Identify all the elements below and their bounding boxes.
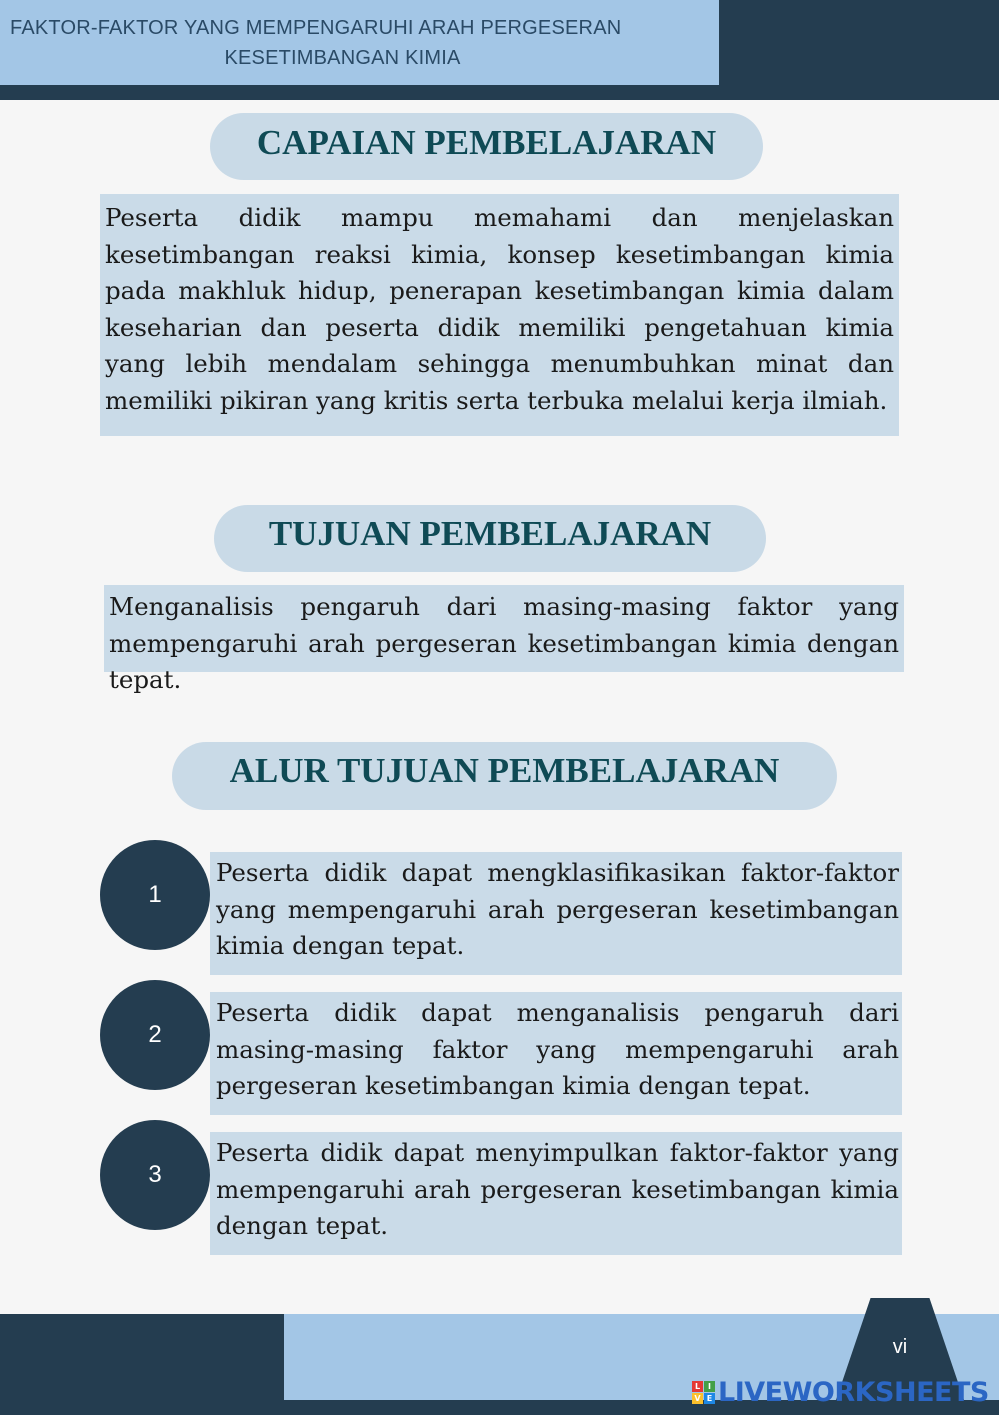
header-title-line2: KESETIMBANGAN KIMIA <box>224 47 461 69</box>
step-2-box <box>210 992 902 1115</box>
step-3-text: Peserta didik dapat menyimpulkan faktor-faktor yang mempengaruhi arah pergeseran kesetimbangan kimia dengan tepat. <box>216 1138 899 1240</box>
logo-letter-v: V <box>692 1393 703 1404</box>
footer-dark-bar <box>0 1314 284 1400</box>
header-title-line1: FAKTOR-FAKTOR YANG MEMPENGARUHI ARAH PERGESERAN <box>10 17 622 39</box>
page-number: vi <box>892 1336 908 1358</box>
step-1-text: Peserta didik dapat mengklasifikasikan faktor-faktor yang mempengaruhi arah pergeseran kesetimbangan kimia dengan tepat. <box>216 858 899 960</box>
step-2-text: Peserta didik dapat menganalisis pengaruh dari masing-masing faktor yang mempengaruhi arah pergeseran kesetimbangan kimia dengan tepat. <box>216 998 899 1100</box>
tujuan-text-box <box>104 585 904 694</box>
logo-letter-l: L <box>692 1381 703 1392</box>
step-1-circle: 1 <box>100 840 210 950</box>
tujuan-heading: TUJUAN PEMBELAJARAN <box>214 505 766 572</box>
logo-letter-i: I <box>704 1381 715 1392</box>
logo-letter-e: E <box>704 1393 715 1404</box>
alur-heading: ALUR TUJUAN PEMBELAJARAN <box>172 742 837 810</box>
header-title-banner <box>0 0 719 85</box>
step-1-box <box>210 852 902 975</box>
step-2-circle: 2 <box>100 980 210 1090</box>
step-3-circle: 3 <box>100 1120 210 1230</box>
liveworksheets-logo-icon <box>692 1381 716 1405</box>
step-3-box <box>210 1132 902 1255</box>
tujuan-text: Menganalisis pengaruh dari masing-masing faktor yang mempengaruhi arah pergeseran kesetimbangan kimia dengan tepat. <box>109 592 899 694</box>
capaian-heading: CAPAIAN PEMBELAJARAN <box>210 113 763 180</box>
capaian-text-box <box>100 194 899 436</box>
liveworksheets-text: LIVEWORKSHEETS <box>718 1377 989 1408</box>
capaian-text: Peserta didik mampu memahami dan menjelaskan kesetimbangan reaksi kimia, konsep kesetimbangan kimia pada makhluk hidup, penerapan kesetimbangan kimia dalam keseharian dan peserta didik memiliki pengetahuan kimia yang lebih mendalam sehingga menumbuhkan minat dan memiliki pikiran yang kritis serta terbuka melalui kerja ilmiah. <box>105 203 894 415</box>
liveworksheets-watermark[interactable] <box>692 1377 994 1409</box>
